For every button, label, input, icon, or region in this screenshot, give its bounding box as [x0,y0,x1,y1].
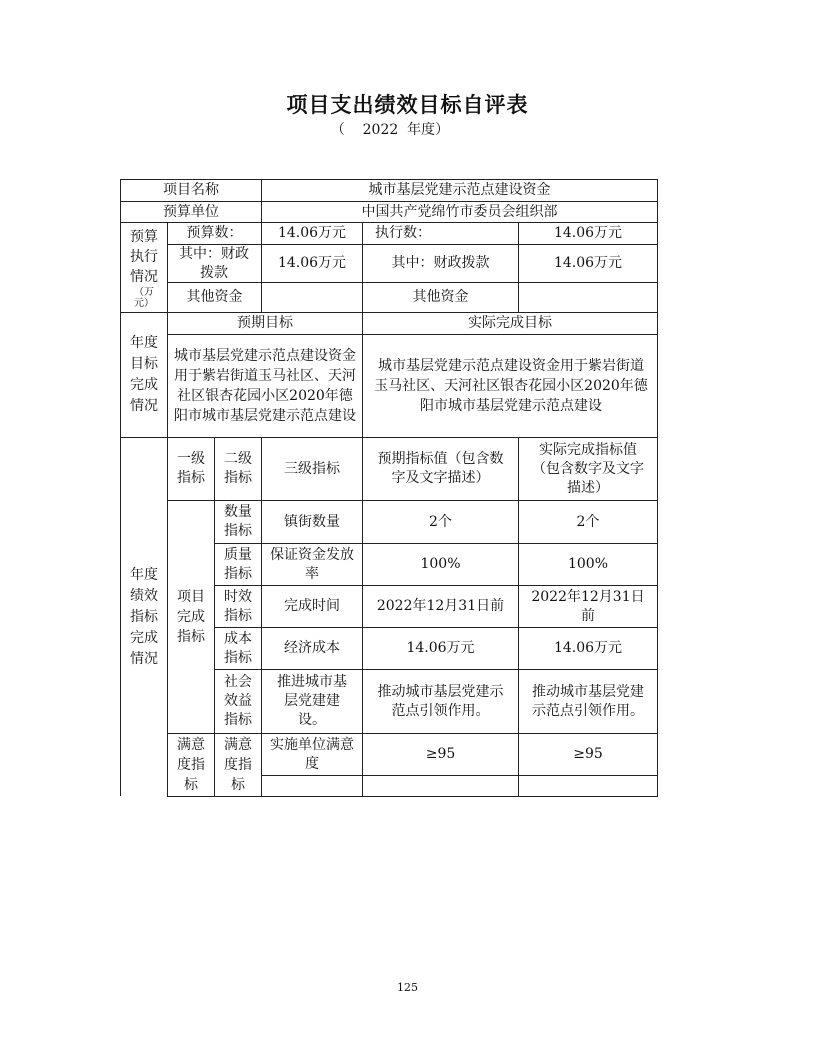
exec-other-value [519,283,657,312]
budget-amount-label: 预算数： [186,225,243,241]
project-name-value: 城市基层党建示范点建设资金 [368,182,551,198]
actual-goal-text: 城市基层党建示范点建设资金用于紫岩街道玉马社区、天河社区银杏花园小区2020年德阳市城市基层党建示范点建设 [374,358,648,414]
indicator-level3: 完成时间 [284,598,340,614]
exec-amount-value: 14.06万元 [553,225,623,241]
indicator-actual: 2个 [576,513,600,530]
planned-goal-text: 城市基层党建示范点建设资金用于紫岩街道玉马社区、天河社区银杏花园小区2020年德阳市城市基层党建示范点建设 [174,348,356,424]
budget-unit-note: （万元） [134,286,154,309]
planned-value-header: 预期指标值（包含数字及文字描述） [377,451,504,486]
grid-line [657,179,658,797]
actual-goal-header: 实际完成目标 [468,315,552,331]
other-funds-value [262,283,362,312]
indicator-level2: 成本指标 [224,630,252,666]
indicator-planned: ≥95 [425,746,456,762]
budget-amount-value: 14.06万元 [277,225,347,241]
indicator-actual: 100% [567,556,609,572]
exec-other-label: 其他资金 [412,289,469,305]
indicator-level3: 保证资金发放率 [270,546,354,582]
indicator-level2: 时效指标 [224,588,252,624]
indicator-level2: 质量指标 [224,546,252,582]
project-name-label: 项目名称 [163,182,219,198]
indicator-actual: 推动城市基层党建示范点引领作用。 [532,683,644,719]
page-title: 项目支出绩效目标自评表 [286,93,529,117]
indicator-level3: 实施单位满意度 [270,736,354,772]
page-subtitle: （ 2022 年度） [330,122,450,138]
actual-value-header: 实际完成指标值（包含数字及文字描述） [532,441,644,496]
indicator-planned: 14.06万元 [406,640,475,656]
other-funds-label: 其他资金 [186,289,243,305]
page-number: 125 [397,981,418,994]
indicator-level3: 经济成本 [284,640,340,656]
group-satisfaction-label: 满意度指标 [177,737,205,793]
level2-header: 二级指标 [224,451,252,486]
exec-fiscal-value: 14.06万元 [553,255,623,271]
exec-amount-label: 执行数： [375,225,431,241]
indicator-level2: 数量指标 [224,504,252,539]
planned-goal-header: 预期目标 [237,315,293,331]
indicator-level2: 社会效益指标 [224,674,252,728]
group-project-completion-label: 项目完成指标 [177,589,205,645]
indicator-actual: 2022年12月31日前 [531,588,645,624]
budget-section-label [121,223,167,312]
annual-goal-label: 年度目标完成情况 [130,335,158,414]
indicator-actual: ≥95 [573,746,603,762]
level3-header: 三级指标 [284,460,340,477]
level1-header: 一级指标 [177,451,205,486]
exec-fiscal-label: 其中：财政拨款 [391,255,490,271]
indicator-actual: 14.06万元 [553,640,623,656]
indicator-planned: 推动城市基层党建示范点引领作用。 [377,683,504,719]
indicator-level3: 推进城市基层党建建设。 [277,674,347,728]
indicator-section-label: 年度绩效指标完成情况 [130,566,158,667]
budget-unit-label: 预算单位 [163,203,219,220]
indicator-level3: 镇街数量 [284,513,340,530]
grid-line [261,775,658,776]
indicator-level2: 满意度指标 [224,737,252,793]
fiscal-allocation-value: 14.06万元 [277,255,347,271]
indicator-planned: 100% [420,556,461,572]
grid-line [167,796,658,797]
budget-unit-value: 中国共产党绵竹市委员会组织部 [361,203,558,220]
indicator-planned: 2个 [429,513,452,530]
fiscal-allocation-label: 其中：财政拨款 [179,245,249,281]
indicator-planned: 2022年12月31日前 [376,598,505,614]
budget-section-title: 预算执行情况 [130,228,158,285]
